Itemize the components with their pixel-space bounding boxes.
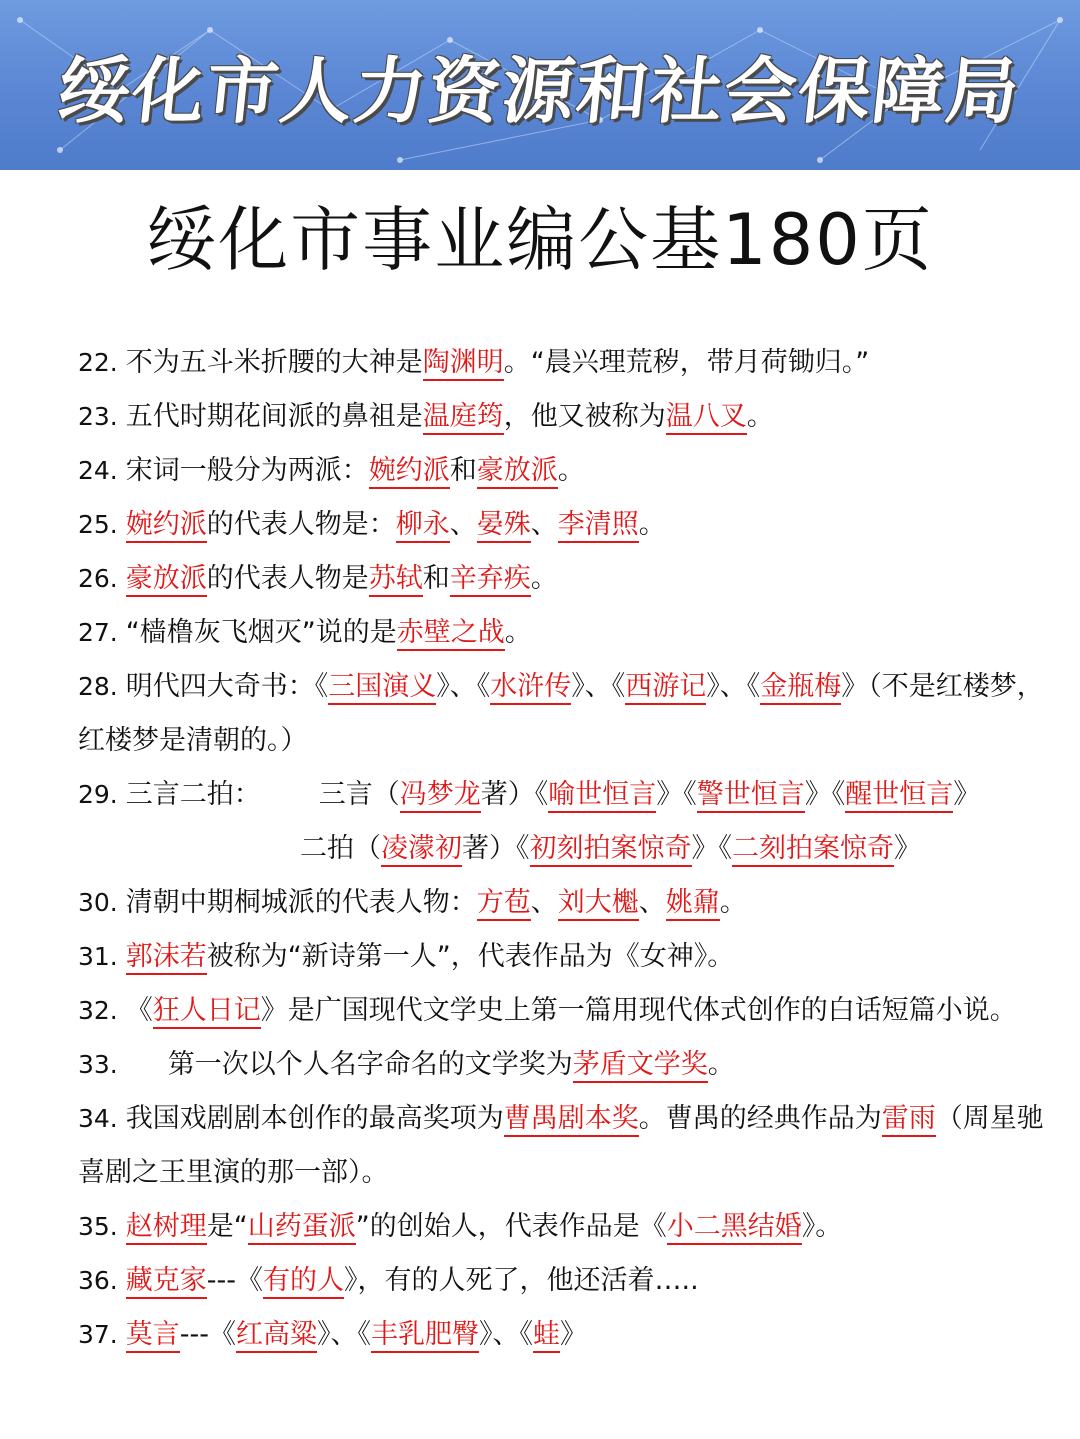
item-text: 》是广国现代文学史上第一篇用现代体式创作的白话短篇小说。	[260, 995, 1017, 1026]
item-number: 25.	[78, 510, 118, 539]
item-text: 不为五斗米折腰的大神是	[125, 347, 423, 378]
list-item	[78, 606, 1058, 660]
answer-text: 雷雨	[882, 1103, 936, 1137]
item-number: 36.	[78, 1266, 118, 1295]
item-number: 28.	[78, 672, 118, 701]
answer-text: 喻世恒言	[548, 779, 656, 813]
answer-text: 莫言	[126, 1319, 180, 1353]
item-text: 三言（	[318, 779, 400, 810]
question-list	[78, 336, 1058, 1362]
answer-text: 温庭筠	[423, 401, 504, 435]
answer-text: 小二黑结婚	[667, 1211, 802, 1245]
answer-text: 姚鼐	[666, 887, 720, 921]
item-text: 》	[953, 779, 981, 810]
answer-text: 温八叉	[666, 401, 747, 435]
list-item	[78, 390, 1058, 444]
item-text: 》《	[804, 779, 846, 810]
item-text: 五代时期花间派的鼻祖是	[125, 401, 423, 432]
item-text: 。	[530, 563, 558, 594]
answer-text: 金瓶梅	[760, 671, 841, 705]
item-text: ---《	[206, 1265, 263, 1296]
answer-text: 二刻拍案惊奇	[732, 833, 894, 867]
item-number: 27.	[78, 618, 118, 647]
item-text: 》《	[691, 833, 732, 864]
answer-text: 凌濛初	[381, 833, 462, 867]
item-number: 31.	[78, 942, 118, 971]
answer-text: 西游记	[625, 671, 706, 705]
item-number: 29.	[78, 780, 118, 809]
list-item	[78, 336, 1058, 390]
item-text: 明代四大奇书：《	[125, 671, 329, 702]
answer-text: 蛙	[533, 1319, 560, 1353]
answer-text: 豪放派	[477, 455, 558, 489]
item-text: 第一次以个人名字命名的文学奖为	[167, 1049, 573, 1080]
item-text: 》，有的人死了，他还活着…..	[344, 1265, 699, 1296]
list-item	[78, 444, 1058, 498]
item-text: 。	[746, 401, 774, 432]
list-item	[78, 1092, 1058, 1146]
item-number: 34.	[78, 1104, 118, 1133]
item-text: 。“晨兴理荒秽，带月荷锄归。”	[503, 347, 870, 378]
answer-text: 狂人日记	[153, 995, 261, 1029]
answer-text: 豪放派	[126, 563, 207, 597]
list-item	[78, 660, 1058, 714]
item-text: 。	[638, 509, 666, 540]
item-text: 和	[422, 563, 450, 594]
answer-text: 红高粱	[236, 1319, 317, 1353]
answer-text: 藏克家	[126, 1265, 207, 1299]
answer-text: 婉约派	[369, 455, 450, 489]
item-text: 》《	[656, 779, 697, 810]
item-text: 。	[557, 455, 585, 486]
list-item	[78, 768, 1058, 822]
item-text: 宋词一般分为两派：	[125, 455, 369, 486]
answer-text: 柳永	[396, 509, 450, 543]
item-text: 》	[560, 1319, 587, 1350]
item-text: 。	[504, 617, 532, 648]
answer-text: 山药蛋派	[248, 1211, 356, 1245]
item-number: 30.	[78, 888, 118, 917]
answer-text: 丰乳肥臀	[371, 1319, 479, 1353]
item-text: 是“	[206, 1211, 248, 1242]
item-text: 》、《	[436, 671, 491, 702]
answer-text: 陶渊明	[423, 347, 504, 381]
item-text: 喜剧之王里演的那一部）。	[78, 1157, 389, 1188]
list-item	[78, 984, 1058, 1038]
answer-text: 警世恒言	[697, 779, 805, 813]
answer-text: 晏殊	[477, 509, 531, 543]
item-text: 》、《	[706, 671, 761, 702]
answer-text: 冯梦龙	[400, 779, 481, 813]
item-number: 22.	[78, 348, 118, 377]
answer-text: 刘大櫆	[558, 887, 639, 921]
item-text: 、	[638, 887, 666, 918]
item-text: 著）《	[480, 779, 549, 810]
item-text: 清朝中期桐城派的代表人物：	[125, 887, 477, 918]
item-text: （周星驰	[935, 1103, 1044, 1134]
item-text: 红楼梦是清朝的。）	[78, 725, 308, 756]
answer-text: 辛弃疾	[450, 563, 531, 597]
answer-text: 有的人	[263, 1265, 344, 1299]
item-text: 的代表人物是：	[206, 509, 396, 540]
list-item	[78, 876, 1058, 930]
list-item	[78, 930, 1058, 984]
list-item	[78, 1200, 1058, 1254]
item-text: ---《	[179, 1319, 236, 1350]
banner-title: 绥化市人力资源和社会保障局	[53, 49, 1025, 133]
item-text: 。	[719, 887, 747, 918]
list-item	[78, 1038, 1058, 1092]
item-text: 。	[707, 1049, 735, 1080]
page-title: 绥化市事业编公基180页	[146, 199, 934, 281]
item-number: 24.	[78, 456, 118, 485]
item-number: 37.	[78, 1320, 118, 1349]
item-text: 、	[449, 509, 477, 540]
header-banner	[0, 0, 1080, 170]
item-text: 》、《	[479, 1319, 533, 1350]
item-number: 32.	[78, 996, 118, 1025]
item-text: 我国戏剧剧本创作的最高奖项为	[125, 1103, 504, 1134]
item-text: 《	[125, 995, 153, 1026]
item-text: 、	[530, 509, 558, 540]
list-item	[78, 498, 1058, 552]
list-item	[78, 1308, 1058, 1362]
answer-text: 赵树理	[126, 1211, 207, 1245]
list-item	[78, 552, 1058, 606]
item-text: 三言二拍：	[125, 779, 261, 810]
item-text: 》。	[801, 1211, 843, 1242]
answer-text: 醒世恒言	[845, 779, 953, 813]
answer-text: 苏轼	[369, 563, 423, 597]
item-text: ，他又被称为	[503, 401, 666, 432]
item-text: 和	[449, 455, 477, 486]
answer-text: 曹禺剧本奖	[504, 1103, 639, 1137]
item-number: 33.	[78, 1050, 118, 1079]
item-text: ”的创始人，代表作品是《	[355, 1211, 667, 1242]
item-number: 26.	[78, 564, 118, 593]
answer-text: 婉约派	[126, 509, 207, 543]
answer-text: 三国演义	[328, 671, 436, 705]
item-text: “樯橹灰飞烟灭”说的是	[125, 617, 397, 648]
item-text: 》	[894, 833, 921, 864]
item-text: 、	[530, 887, 558, 918]
item-text: 》（不是红楼梦，	[841, 671, 1044, 702]
item-text: 的代表人物是	[206, 563, 369, 594]
item-text: 》、《	[571, 671, 626, 702]
item-text: 被称为“新诗第一人”，代表作品为《女神》。	[206, 941, 735, 972]
answer-text: 水浒传	[490, 671, 571, 705]
list-item	[78, 714, 1058, 768]
answer-text: 郭沫若	[126, 941, 207, 975]
item-text: 。曹禺的经典作品为	[638, 1103, 882, 1134]
list-item	[78, 822, 1058, 876]
item-number: 35.	[78, 1212, 118, 1241]
item-text: 著）《	[462, 833, 530, 864]
list-item	[78, 1254, 1058, 1308]
answer-text: 初刻拍案惊奇	[530, 833, 692, 867]
item-text: 》、《	[317, 1319, 371, 1350]
answer-text: 方苞	[477, 887, 531, 921]
item-text: 二拍（	[300, 833, 381, 864]
answer-text: 李清照	[558, 509, 639, 543]
item-number: 23.	[78, 402, 118, 431]
answer-text: 茅盾文学奖	[573, 1049, 708, 1083]
list-item	[78, 1146, 1058, 1200]
answer-text: 赤壁之战	[397, 617, 505, 651]
